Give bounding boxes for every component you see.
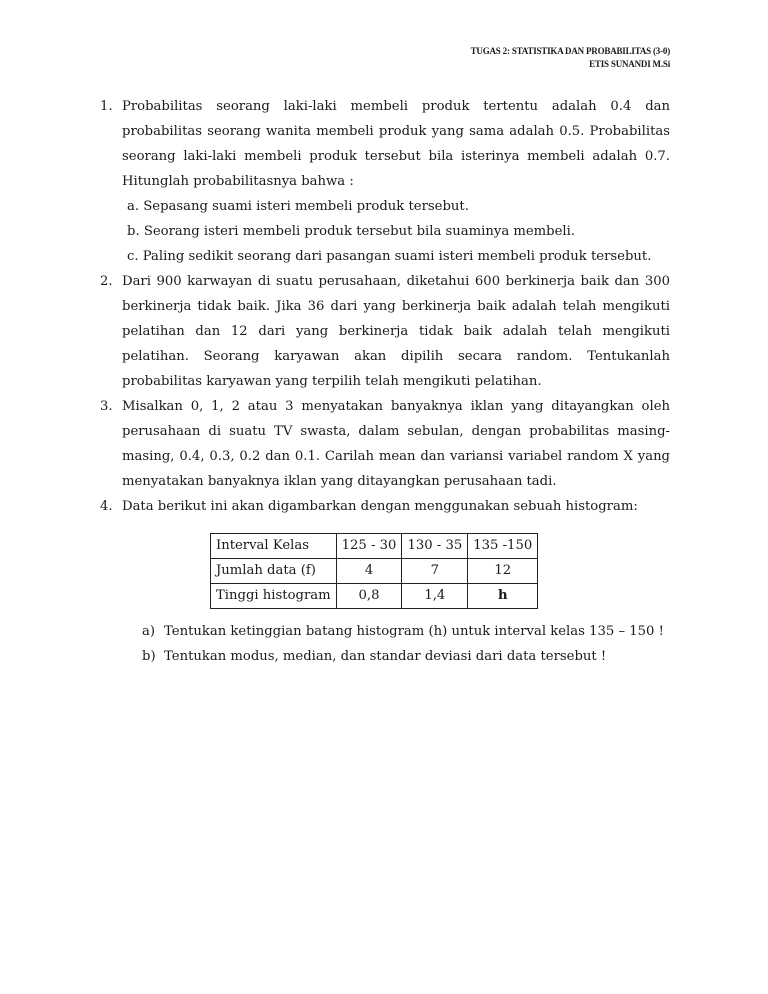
question-3 (100, 394, 670, 494)
table-row (211, 584, 538, 609)
table-row (211, 534, 538, 559)
question-2 (100, 269, 670, 394)
sub-question-a: a. Sepasang suami isteri membeli produk tersebut. (127, 199, 469, 214)
question-number: 4. (100, 499, 113, 514)
sub-question-b (100, 644, 670, 669)
question-4-parts (100, 619, 670, 669)
question-text: Probabilitas seorang laki-laki membeli produk tertentu adalah 0.4 dan probabilitas seorang wanita membeli produk yang sama adalah 0.5. Probabilitas seorang laki-laki membeli produk tersebut bila isterinya membeli adalah 0.7. Hitunglah probabilitasnya bahwa : (122, 99, 670, 189)
question-text: Dari 900 karwayan di suatu perusahaan, diketahui 600 berkinerja baik dan 300 berkinerja tidak baik. Jika 36 dari yang berkinerja baik adalah telah mengikuti pelatihan dan 12 dari yang berkinerja tidak baik adalah telah mengikuti pelatihan. Seorang karyawan akan dipilih secara random. Tentukanlah probabilitas karyawan yang terpilih telah mengikuti pelatihan. (122, 274, 670, 389)
row-header: Jumlah data (f) (211, 559, 337, 584)
question-text: Misalkan 0, 1, 2 atau 3 menyatakan banyaknya iklan yang ditayangkan oleh perusahaan di suatu TV swasta, dalam sebulan, dengan probabilitas masing-masing, 0.4, 0.3, 0.2 dan 0.1. Carilah mean dan variansi variabel random X yang menyatakan banyaknya iklan yang ditayangkan perusahaan tadi. (122, 399, 670, 489)
question-1 (100, 94, 670, 269)
table-cell: 0,8 (336, 584, 402, 609)
table-cell: 12 (468, 559, 538, 584)
sub-question-label: b) (142, 649, 156, 664)
sub-question-b: b. Seorang isteri membeli produk tersebut bila suaminya membeli. (127, 224, 576, 239)
table-cell: 125 - 30 (336, 534, 402, 559)
table-cell: 135 -150 (468, 534, 538, 559)
table-cell: 130 - 35 (402, 534, 468, 559)
header-course-title: TUGAS 2: STATISTIKA DAN PROBABILITAS (3-0) (470, 46, 670, 56)
question-number: 1. (100, 99, 113, 114)
sub-question-text: Tentukan modus, median, dan standar deviasi dari data tersebut ! (164, 649, 607, 664)
sub-question-a (100, 619, 670, 644)
table-cell-unknown-h: h (468, 584, 538, 609)
question-text: Data berikut ini akan digambarkan dengan menggunakan sebuah histogram: (122, 499, 638, 514)
table-row (211, 559, 538, 584)
question-4 (100, 494, 670, 519)
row-header: Tinggi histogram (211, 584, 337, 609)
row-header: Interval Kelas (211, 534, 337, 559)
question-number: 3. (100, 399, 113, 414)
sub-question-text: Tentukan ketinggian batang histogram (h) untuk interval kelas 135 – 150 ! (164, 624, 664, 639)
table-cell: 4 (336, 559, 402, 584)
table-cell: 1,4 (402, 584, 468, 609)
sub-question-c: c. Paling sedikit seorang dari pasangan suami isteri membeli produk tersebut. (127, 249, 652, 264)
histogram-data-table (210, 533, 538, 609)
document-header (471, 45, 670, 71)
table-cell: 7 (402, 559, 468, 584)
sub-question-label: a) (142, 624, 156, 639)
question-list (100, 94, 670, 669)
header-author: ETIS SUNANDI M.Si (589, 59, 670, 69)
question-number: 2. (100, 274, 113, 289)
